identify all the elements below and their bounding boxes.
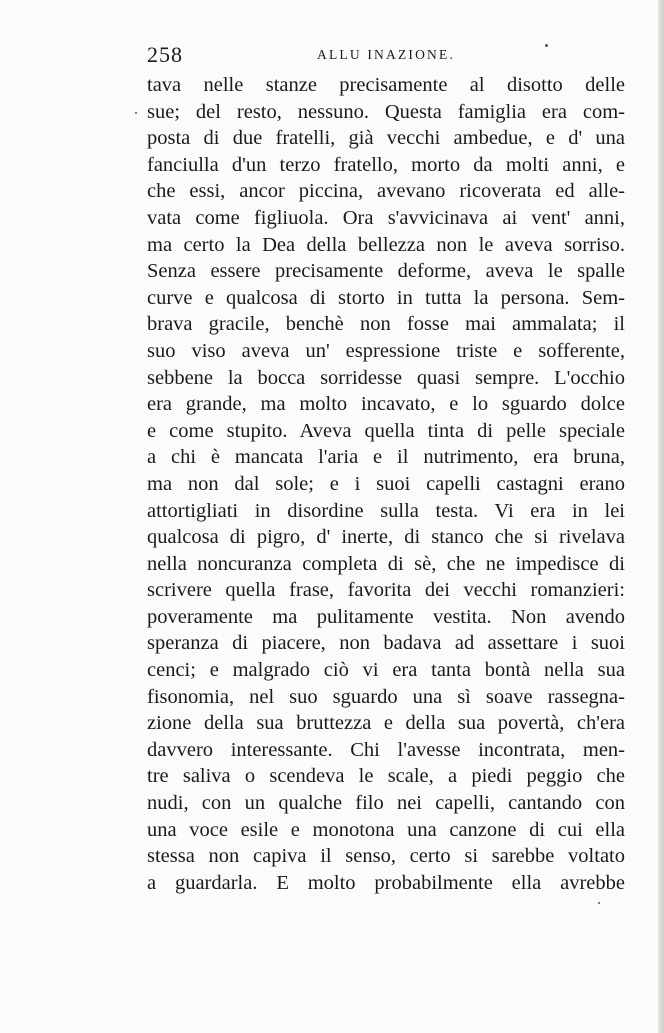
print-speck (545, 44, 548, 47)
page-header (147, 42, 627, 66)
text-line: una voce esile e monotona una canzone di cui ella (147, 818, 625, 841)
body-text (147, 72, 625, 896)
text-line: sebbene la bocca sorridesse quasi sempre. L'occhio (147, 366, 625, 389)
text-line: fanciulla d'un terzo fratello, morto da molti anni, e (147, 153, 625, 176)
text-line: speranza di piacere, non badava ad assettare i suoi (147, 632, 625, 655)
text-line: Senza essere precisamente deforme, aveva le spalle (147, 260, 625, 283)
text-line: ma certo la Dea della bellezza non le aveva sorriso. (147, 233, 625, 256)
text-line: nudi, con un qualche filo nei capelli, cantando con (147, 792, 625, 815)
text-line: sue; del resto, nessuno. Questa famiglia era com- (147, 100, 625, 123)
text-line: qualcosa di pigro, d' inerte, di stanco che si rivelava (147, 526, 625, 549)
text-line: suo viso aveva un' espressione triste e sofferente, (147, 339, 625, 362)
page-number: 258 (147, 42, 183, 67)
print-speck (598, 902, 600, 904)
text-line: davvero interessante. Chi l'avesse incontrata, men- (147, 738, 625, 761)
text-line: tava nelle stanze precisamente al disotto delle (147, 74, 625, 96)
text-line: a guardarla. E molto probabilmente ella avrebbe (147, 871, 625, 894)
text-line: posta di due fratelli, già vecchi ambedue, e d' una (147, 127, 625, 150)
text-line: nella noncuranza completa di sè, che ne impedisce di (147, 552, 625, 575)
text-line: e come stupito. Aveva quella tinta di pelle speciale (147, 419, 625, 442)
text-line: che essi, ancor piccina, avevano ricoverata ed alle- (147, 180, 625, 203)
text-line: era grande, ma molto incavato, e lo sguardo dolce (147, 393, 625, 416)
text-line: brava gracile, benchè non fosse mai ammalata; il (147, 313, 625, 336)
text-line: a chi è mancata l'aria e il nutrimento, era bruna, (147, 446, 625, 469)
text-line: attortigliati in disordine sulla testa. Vi era in lei (147, 499, 625, 522)
text-line: ma non dal sole; e i suoi capelli castagni erano (147, 472, 625, 495)
text-line: curve e qualcosa di storto in tutta la persona. Sem- (147, 286, 625, 309)
text-line: poveramente ma pulitamente vestita. Non avendo (147, 605, 625, 628)
print-speck (135, 112, 137, 114)
text-line: fisonomia, nel suo sguardo una sì soave rassegna- (147, 685, 625, 708)
text-line: tre saliva o scendeva le scale, a piedi peggio che (147, 765, 625, 788)
text-line: cenci; e malgrado ciò vi era tanta bontà nella sua (147, 659, 625, 682)
text-line: zione della sua bruttezza e della sua povertà, ch'era (147, 712, 625, 735)
text-line: scrivere quella frase, favorita dei vecchi romanzieri: (147, 579, 625, 602)
text-line: vata come figliuola. Ora s'avvicinava ai vent' anni, (147, 206, 625, 229)
page-edge (658, 0, 664, 1033)
text-line: stessa non capiva il senso, certo si sarebbe voltato (147, 845, 625, 868)
running-title: ALLU INAZIONE. (317, 47, 456, 62)
